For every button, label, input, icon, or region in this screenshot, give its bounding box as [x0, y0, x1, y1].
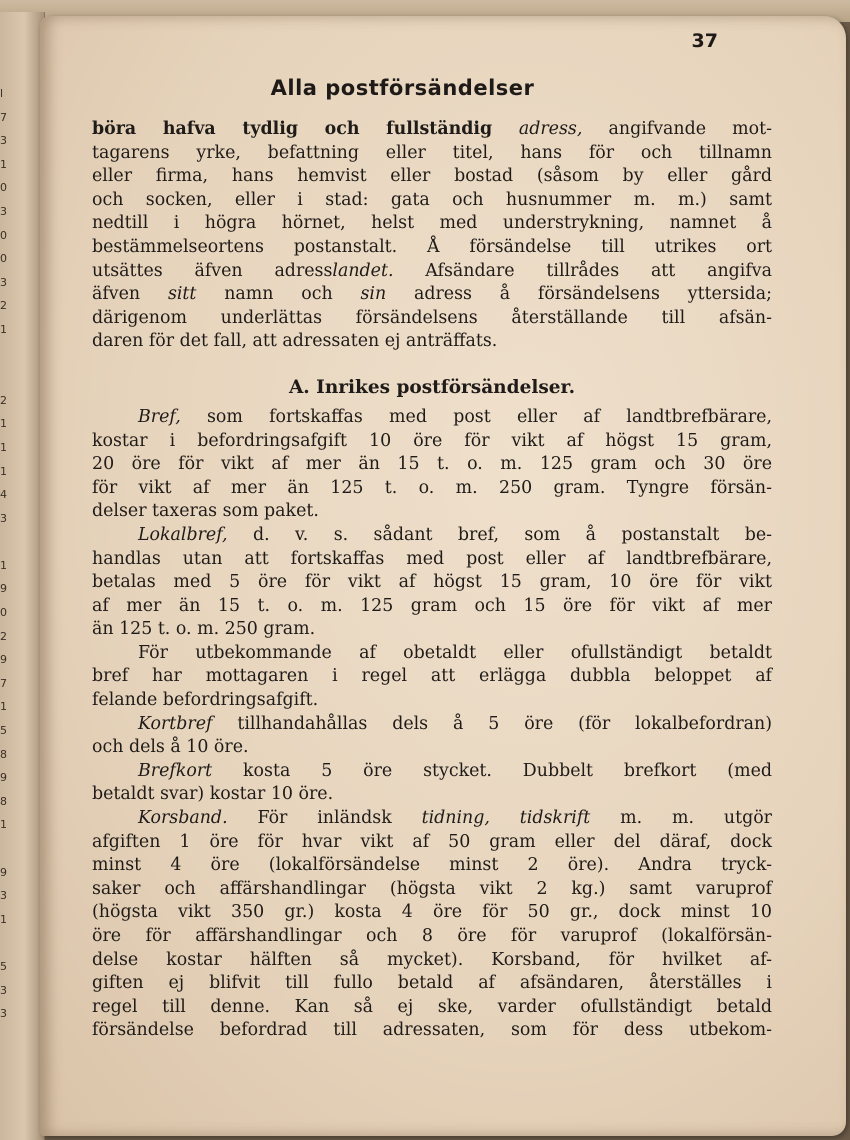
text-line: (högsta vikt 350 gr.) kosta 4 öre för 50 gr., dock minst 10: [92, 902, 772, 923]
intro-line: börа hafva tydlig och fullständig adress, angifvande mot-: [92, 119, 772, 139]
left-margin-mark: 1: [0, 558, 7, 572]
left-margin-mark: 7: [0, 676, 7, 690]
left-margin-mark: 1: [0, 322, 7, 336]
text-line: af mer än 15 t. o. m. 125 gram och 15 öre för vikt af mer: [92, 595, 772, 616]
left-margin-mark: 1: [0, 417, 7, 431]
text-line: för vikt af mer än 125 t. o. m. 250 gram. Tyngre försän-: [92, 477, 772, 498]
left-margin-mark: [0, 837, 10, 861]
left-margin-mark: 9: [0, 653, 7, 667]
intro-line: nedtill i högra hörnet, helst med understrykning, namnet å: [92, 213, 772, 234]
left-margin-mark: 1: [0, 440, 7, 454]
intro-line: utsättes äfven adresslandet. Afsändare tillrådes att angifva: [92, 260, 773, 281]
left-margin-mark: 1: [0, 700, 7, 714]
intro-line: därigenom underlättas försändelsens återställande till afsän-: [92, 307, 772, 328]
left-margin-mark: 0: [0, 181, 7, 195]
text-line: kostar i befordringsafgift 10 öre för vikt af högst 15 gram,: [92, 430, 772, 451]
left-margin-mark: 3: [0, 983, 7, 997]
page-body: [92, 118, 772, 1043]
text-line: bref har mottagaren i regel att erlägga dubbla beloppet af: [92, 666, 772, 687]
left-margin-mark: 1: [0, 912, 7, 926]
left-margin-mark: 1: [0, 464, 7, 478]
left-margin-mark: 8: [0, 794, 7, 808]
left-margin-mark: 9: [0, 582, 7, 596]
left-margin-mark: [0, 530, 10, 554]
left-margin-mark: 0: [0, 252, 7, 266]
left-margin-mark: 3: [0, 889, 7, 903]
left-margin-mark: 3: [0, 275, 7, 289]
left-margin-mark: 3: [0, 204, 7, 218]
paragraph-brefkort: Brefkort kosta 5 öre stycket. Dubbelt brefkort (med: [138, 760, 772, 781]
text-line: regel till denne. Kan så ej ske, varder ofullständigt betald: [92, 996, 772, 1017]
left-margin-mark: 3: [0, 511, 7, 525]
text-line: saker och affärshandlingar (högsta vikt 2 kg.) samt varuprof: [92, 878, 772, 899]
left-margin-mark: 1: [0, 157, 7, 171]
left-margin-mark: 2: [0, 393, 7, 407]
text-line: och dels å 10 öre.: [92, 737, 249, 758]
left-margin-marks: [0, 82, 10, 1026]
text-line: 20 öre för vikt af mer än 15 t. o. m. 125 gram och 30 öre: [92, 454, 772, 475]
section-heading: A. Inrikes postförsändelser.: [288, 376, 576, 398]
left-margin-mark: 5: [0, 959, 7, 973]
left-margin-mark: 5: [0, 724, 7, 738]
left-margin-mark: l: [0, 87, 4, 100]
paragraph-korsband: Korsband. För inländsk tidning, tidskrift m. m. utgör: [138, 808, 772, 829]
paragraph-bref: Bref, som fortskaffas med post eller af landtbrefbärare,: [138, 406, 772, 427]
book-page: [40, 16, 846, 1136]
text-line: handlas utan att fortskaffas med post eller af landtbrefbärare,: [92, 548, 772, 569]
text-line: giften ej blifvit till fullo betald af afsändaren, återställes i: [92, 973, 772, 994]
paragraph-kortbref: Kortbref tillhandahållas dels å 5 öre (för lokalbefordran): [138, 713, 772, 734]
intro-line: tagarens yrke, befattning eller titel, hans för och tillnamn: [92, 142, 772, 163]
left-margin-mark: 0: [0, 606, 7, 620]
text-line: än 125 t. o. m. 250 gram.: [92, 619, 316, 640]
left-margin-mark: [0, 365, 10, 389]
left-margin-mark: 4: [0, 488, 7, 502]
intro-line: äfven sitt namn och sin adress å försändelsens yttersida;: [92, 284, 772, 305]
page-number: 37: [691, 30, 718, 52]
text-line: öre för affärshandlingar och 8 öre för varuprof (lokalförsän-: [92, 926, 772, 946]
page-title: Alla postförsändelser: [270, 76, 535, 100]
left-margin-mark: 9: [0, 771, 7, 785]
left-margin-mark: 1: [0, 818, 7, 832]
text-line: felande befordringsafgift.: [92, 690, 319, 711]
intro-line: och socken, eller i stad: gata och husnummer m. m.) samt: [92, 189, 772, 210]
left-margin-mark: 7: [0, 110, 7, 124]
intro-line: eller firma, hans hemvist eller bostad (såsom by eller gård: [92, 166, 772, 187]
left-page-edge: [0, 12, 45, 1140]
left-margin-mark: 3: [0, 1007, 7, 1021]
text-line: betalas med 5 öre för vikt af högst 15 gram, 10 öre för vikt: [92, 572, 772, 593]
left-margin-mark: 2: [0, 299, 7, 313]
text-line: betaldt svar) kostar 10 öre.: [92, 784, 334, 805]
left-margin-mark: 9: [0, 865, 7, 879]
intro-line: bestämmelseortens postanstalt. Å försändelse till utrikes ort: [92, 236, 772, 257]
text-line: delse kostar hälften så mycket). Korsband, för hvilket af-: [92, 949, 772, 970]
left-margin-mark: 0: [0, 228, 7, 242]
text-line: afgiften 1 öre för hvar vikt af 50 gram eller del däraf, dock: [92, 831, 772, 852]
text-line: minst 4 öre (lokalförsändelse minst 2 öre). Andra tryck-: [92, 855, 772, 876]
paragraph-obetaldt: För utbekommande af obetaldt eller ofullständigt betaldt: [138, 642, 772, 663]
text-line: försändelse befordrad till adressaten, som för dess utbekom-: [92, 1020, 772, 1041]
left-margin-mark: [0, 342, 10, 366]
left-margin-mark: 8: [0, 747, 7, 761]
text-line: delser taxeras som paket.: [92, 501, 319, 522]
left-margin-mark: 2: [0, 629, 7, 643]
paragraph-lokalbref: Lokalbref, d. v. s. sådant bref, som å postanstalt be-: [138, 524, 772, 545]
left-margin-mark: [0, 931, 10, 955]
intro-line: daren för det fall, att adressaten ej anträffats.: [92, 331, 498, 352]
left-margin-mark: 3: [0, 134, 7, 148]
